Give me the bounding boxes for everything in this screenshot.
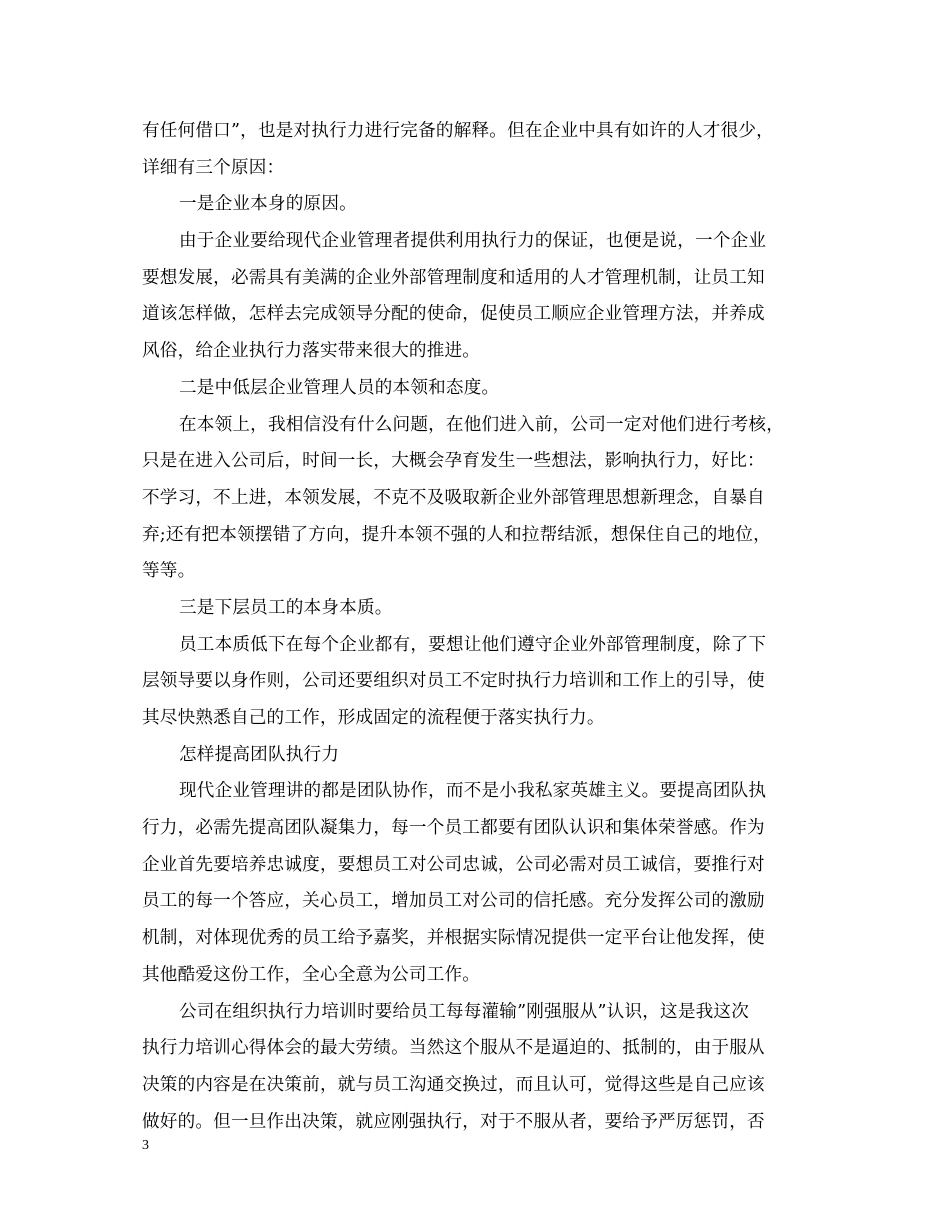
paragraph-heading: 三是下层员工的本身本质。 bbox=[179, 597, 393, 618]
text-line: 企业首先要培养忠诚度，要想员工对公司忠诚，公司必需对员工诚信，要推行对 bbox=[142, 854, 765, 875]
page-number: 3 bbox=[142, 1138, 149, 1153]
text-line: 执行力培训心得体会的最大劳绩。当然这个服从不是逼迫的、抵制的，由于服从 bbox=[142, 1038, 765, 1059]
text-line: 层领导要以身作则，公司还要组织对员工不定时执行力培训和工作上的引导，使 bbox=[142, 671, 765, 692]
text-line: 员工的每一个答应，关心员工，增加员工对公司的信托感。充分发挥公司的激励 bbox=[142, 891, 765, 912]
section-heading: 怎样提高团队执行力 bbox=[179, 744, 340, 765]
text-line: 决策的内容是在决策前，就与员工沟通交换过，而且认可，觉得这些是自己应该 bbox=[142, 1074, 765, 1095]
text-line: 行力，必需先提高团队凝集力，每一个员工都要有团队认识和集体荣誉感。作为 bbox=[142, 818, 765, 839]
text-line: 由于企业要给现代企业管理者提供利用执行力的保证，也便是说，一个企业 bbox=[179, 231, 767, 252]
text-line: 员工本质低下在每个企业都有，要想让他们遵守企业外部管理制度，除了下 bbox=[179, 634, 767, 655]
text-line: 风俗，给企业执行力落实带来很大的推进。 bbox=[142, 341, 481, 362]
text-line: 只是在进入公司后，时间一长，大概会孕育发生一些想法，影响执行力，好比： bbox=[142, 451, 765, 472]
text-line: 做好的。但一旦作出决策，就应刚强执行，对于不服从者，要给予严厉惩罚，否 bbox=[142, 1111, 765, 1132]
text-line: 其尽快熟悉自己的工作，形成固定的流程便于落实执行力。 bbox=[142, 708, 605, 728]
text-line: 详细有三个原因： bbox=[142, 157, 285, 178]
text-line: 机制，对体现优秀的员工给予嘉奖，并根据实际情况提供一定平台让他发挥，使 bbox=[142, 928, 765, 949]
text-line: 弃;还有把本领摆错了方向，提升本领不强的人和拉帮结派，想保住自己的地位， bbox=[142, 524, 771, 545]
paragraph-heading: 一是企业本身的原因。 bbox=[179, 194, 357, 215]
document-body bbox=[142, 113, 822, 1140]
text-line: 道该怎样做，怎样去完成领导分配的使命，促使员工顺应企业管理方法，并养成 bbox=[142, 304, 765, 325]
text-line: 不学习，不上进，本领发展，不克不及吸取新企业外部管理思想新理念，自暴自 bbox=[142, 487, 765, 508]
paragraph-heading: 二是中低层企业管理人员的本领和态度。 bbox=[179, 377, 500, 398]
text-line: 要想发展，必需具有美满的企业外部管理制度和适用的人才管理机制，让员工知 bbox=[142, 267, 765, 288]
text-line: 有任何借口”，也是对执行力进行完备的解释。但在企业中具有如许的人才很少， bbox=[142, 121, 774, 141]
text-line: 公司在组织执行力培训时要给员工每每灌输”刚强服从”认识，这是我这次 bbox=[179, 1001, 749, 1022]
text-line: 等等。 bbox=[142, 561, 196, 582]
text-line: 现代企业管理讲的都是团队协作，而不是小我私家英雄主义。要提高团队执 bbox=[179, 781, 767, 802]
text-line: 其他酷爱这份工作，全心全意为公司工作。 bbox=[142, 964, 481, 985]
text-line: 在本领上，我相信没有什么问题，在他们进入前，公司一定对他们进行考核， bbox=[179, 414, 784, 435]
